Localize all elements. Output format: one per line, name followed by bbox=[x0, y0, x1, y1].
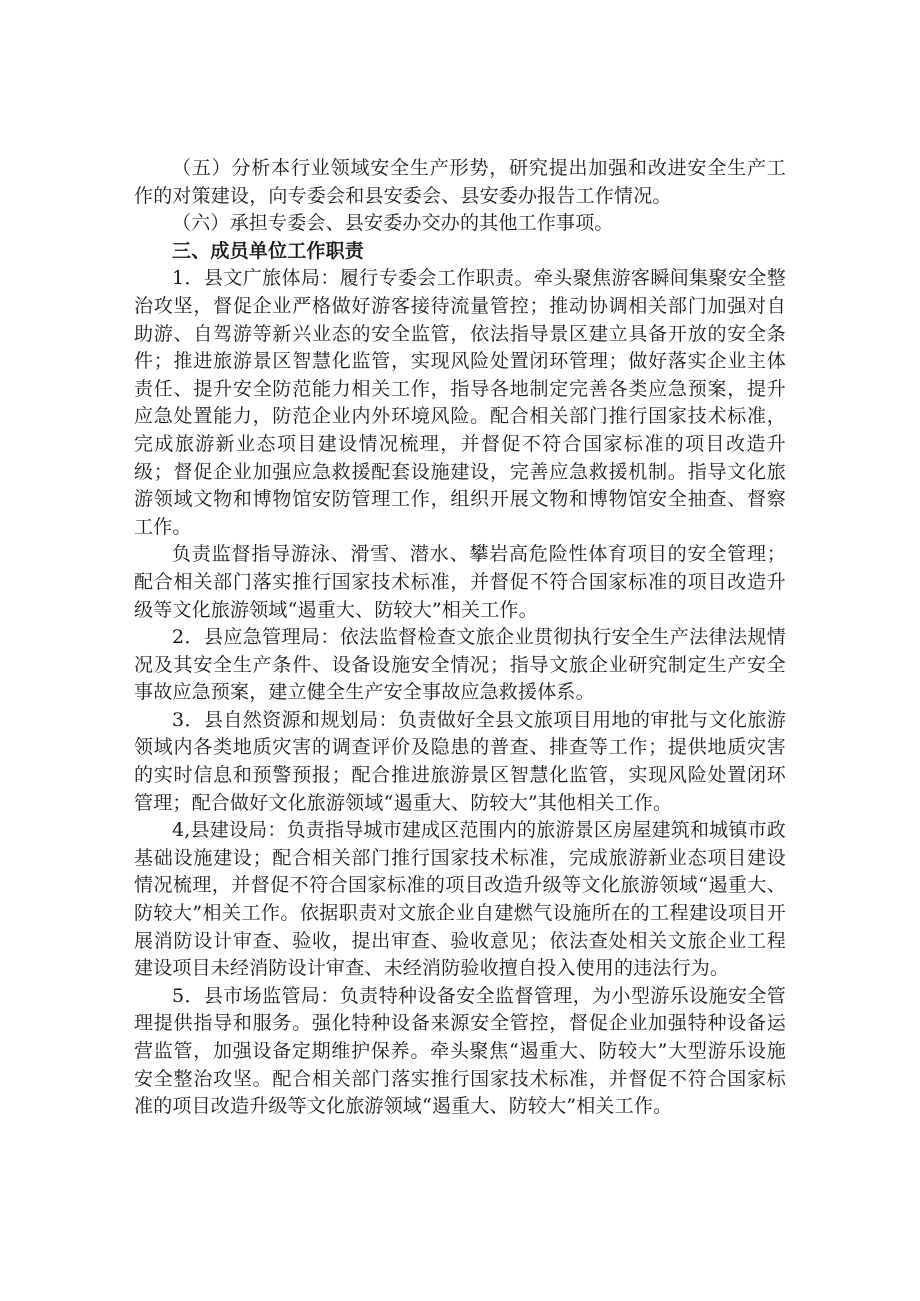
document-page bbox=[134, 155, 786, 1121]
paragraph-item-5: （五）分析本行业领域安全生产形势，研究提出加强和改进安全生产工作的对策建设，向专委会和县安委会、县安委办报告工作情况。 bbox=[134, 157, 786, 207]
duty-culture-tourism-bureau: 1．县文广旅体局：履行专委会工作职责。牵头聚焦游客瞬间集聚安全整治攻坚，督促企业严格做好游客接待流量管控；推动协调相关部门加强对自助游、自驾游等新兴业态的安全监管，依法指导景区建立具备开放的安全条件；推进旅游景区智慧化监管，实现风险处置闭环管理；做好落实企业主体责任、提升安全防范能力相关工作，指导各地制定完善各类应急预案，提升应急处置能力，防范企业内外环境风险。配合相关部门推行国家技术标准，完成旅游新业态项目建设情况梳理，并督促不符合国家标准的项目改造升级；督促企业加强应急救援配套设施建设，完善应急救援机制。指导文化旅游领域文物和博物馆安防管理工作，组织开展文物和博物馆安全抽查、督察工作。 bbox=[134, 267, 786, 538]
section-heading: 三、成员单位工作职责 bbox=[172, 239, 365, 262]
duty-construction-bureau: 4,县建设局：负责指导城市建成区范围内的旅游景区房屋建筑和城镇市政基础设施建设；配合相关部门推行国家技术标准，完成旅游新业态项目建设情况梳理，并督促不符合国家标准的项目改造升级等文化旅游领域“遏重大、防较大”相关工作。依据职责对文旅企业自建燃气设施所在的工程建设项目开展消防设计审查、验收，提出审查、验收意见；依法查处相关文旅企业工程建设项目未经消防设计审查、未经消防验收擅自投入使用的违法行为。 bbox=[134, 819, 786, 980]
duty-market-supervision: 5．县市场监管局：负责特种设备安全监督管理，为小型游乐设施安全管理提供指导和服务。强化特种设备来源安全管控，督促企业加强特种设备运营监管，加强设备定期维护保养。牵头聚焦“遏重大、防较大”大型游乐设施安全整治攻坚。配合相关部门落实推行国家技术标准，并督促不符合国家标准的项目改造升级等文化旅游领域“遏重大、防较大”相关工作。 bbox=[134, 984, 786, 1118]
paragraph-item-6: （六）承担专委会、县安委办交办的其他工作事项。 bbox=[172, 212, 614, 235]
duty-culture-tourism-sports: 负责监督指导游泳、滑雪、潜水、攀岩高危险性体育项目的安全管理；配合相关部门落实推行国家技术标准，并督促不符合国家标准的项目改造升级等文化旅游领域“遏重大、防较大”相关工作。 bbox=[134, 543, 786, 621]
duty-emergency-management: 2．县应急管理局：依法监督检查文旅企业贯彻执行安全生产法律法规情况及其安全生产条件、设备设施安全情况；指导文旅企业研究制定生产安全事故应急预案，建立健全生产安全事故应急救援体系。 bbox=[134, 626, 786, 704]
duty-natural-resources: 3．县自然资源和规划局：负责做好全县文旅项目用地的审批与文化旅游领域内各类地质灾害的调查评价及隐患的普查、排查等工作；提供地质灾害的实时信息和预警预报；配合推进旅游景区智慧化监管，实现风险处置闭环管理；配合做好文化旅游领域“遏重大、防较大”其他相关工作。 bbox=[134, 708, 786, 814]
